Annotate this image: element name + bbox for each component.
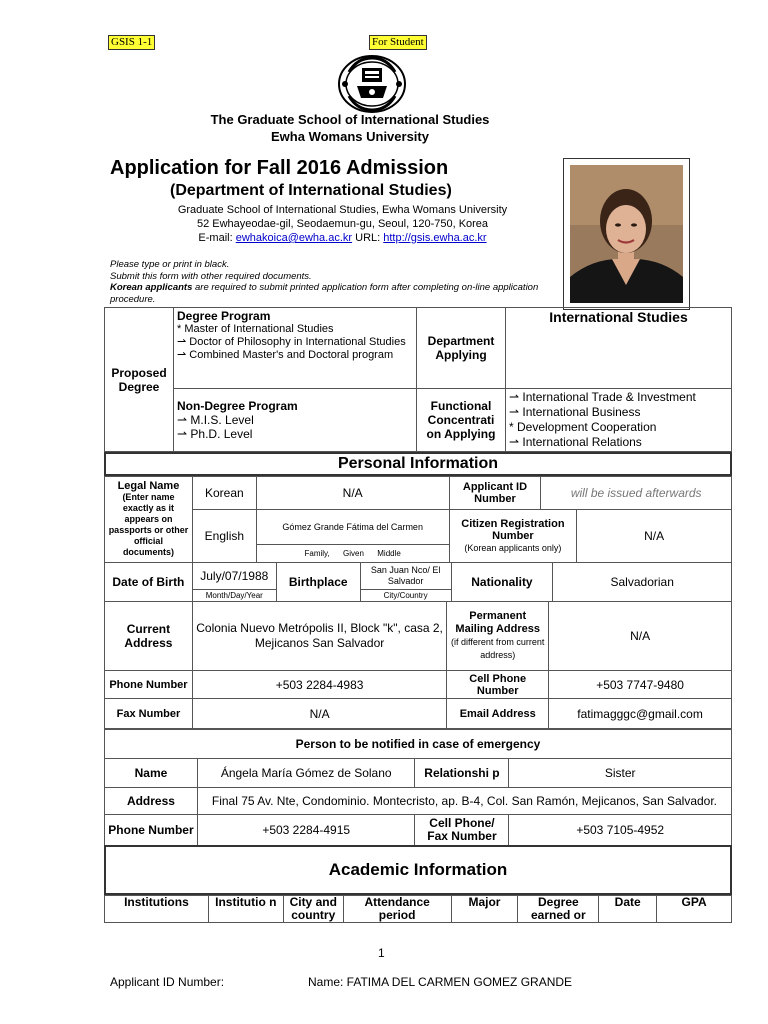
korean-name-label: Korean [192, 477, 256, 510]
emergency-phone-label: Phone Number [105, 815, 198, 846]
academic-table [104, 895, 732, 923]
emergency-cell-fax-label: Cell Phone/ Fax Number [415, 815, 509, 846]
page-number: 1 [378, 946, 385, 960]
url-link[interactable]: http://gsis.ewha.ac.kr [383, 232, 487, 244]
nationality-value[interactable]: Salvadorian [553, 563, 732, 602]
col-attendance-period: Attendance period [343, 896, 451, 923]
current-address-value[interactable]: Colonia Nuevo Metrópolis II, Block "k", casa 2, Mejicanos San Salvador [192, 602, 446, 671]
cell-phone-label: Cell Phone Number [447, 671, 549, 699]
url-label: URL: [355, 232, 381, 244]
personal-info-header [104, 452, 732, 476]
emergency-address-label: Address [105, 788, 198, 815]
korean-name-value[interactable]: N/A [256, 477, 449, 510]
school-name: The Graduate School of International Studies [210, 112, 490, 127]
phone-label: Phone Number [105, 671, 193, 699]
birthplace-label: Birthplace [276, 563, 360, 602]
birth-info-table [104, 562, 732, 602]
department-value: International Studies [506, 308, 732, 389]
emergency-cell-fax-value[interactable]: +503 7105-4952 [509, 815, 732, 846]
university-seal-logo [337, 54, 407, 114]
emergency-title: Person to be notified in case of emergency [105, 730, 732, 759]
option-doctor[interactable]: ⇀ Doctor of Philosophy in International Studies [177, 336, 406, 348]
permanent-address-label: Permanent Mailing Address [455, 610, 540, 635]
address-line-2: 52 Ewhayeodae-gil, Seodaemun-gu, Seoul, 120-750, Korea [196, 218, 489, 230]
citizen-registration-value[interactable]: N/A [577, 510, 732, 563]
instruction-1: Please type or print in black. [110, 259, 230, 270]
emergency-phone-value[interactable]: +503 2284-4915 [197, 815, 415, 846]
concentration-relations[interactable]: ⇀ International Relations [509, 435, 642, 449]
for-student-tag: For Student [369, 35, 427, 50]
contact-line [165, 231, 520, 245]
degree-table [104, 307, 732, 452]
academic-info-header [104, 845, 732, 895]
applicant-photo-image [564, 159, 689, 309]
concentration-development[interactable]: * Development Cooperation [509, 420, 657, 434]
email-label: E-mail: [198, 232, 233, 244]
col-institution: Institutio n [208, 896, 283, 923]
instruction-3 [110, 282, 560, 305]
emergency-table [104, 729, 732, 846]
dob-value[interactable]: July/07/1988 [192, 563, 276, 590]
personal-info-title: Personal Information [105, 453, 731, 475]
footer-applicant-id: Applicant ID Number: [110, 975, 225, 989]
dob-label: Date of Birth [105, 563, 193, 602]
department-applying-label: Department Applying [417, 308, 506, 389]
col-institutions: Institutions [105, 896, 209, 923]
dob-format-hint: Month/Day/Year [192, 590, 276, 602]
citizen-registration-label: Citizen Registration Number [461, 518, 565, 542]
birthplace-value[interactable]: San Juan Nco/ El Salvador [360, 563, 451, 590]
birthplace-format-hint: City/Country [360, 590, 451, 602]
page-subtitle: (Department of International Studies) [170, 182, 452, 199]
applicant-id-value: will be issued afterwards [541, 477, 732, 510]
col-degree-earned: Degree earned or [518, 896, 599, 923]
current-address-label: Current Address [105, 602, 193, 671]
english-name-label: English [192, 510, 256, 563]
name-order-hint: Family, Given Middle [256, 545, 449, 563]
english-name-value[interactable]: Gómez Grande Fátima del Carmen [256, 510, 449, 545]
nationality-label: Nationality [451, 563, 553, 602]
permanent-address-value[interactable]: N/A [549, 602, 732, 671]
emergency-address-value[interactable]: Final 75 Av. Nte, Condominio. Montecristo, ap. B-4, Col. San Ramón, Mejicanos, San Salvador. [197, 788, 731, 815]
academic-info-title: Academic Information [105, 846, 731, 894]
functional-concentration-label: Functional Concentrati on Applying [417, 389, 506, 452]
option-combined[interactable]: ⇀ Combined Master's and Doctoral program [177, 349, 394, 361]
permanent-address-note: (if different from current address) [451, 637, 545, 660]
col-city-country: City and country [283, 896, 343, 923]
col-gpa: GPA [657, 896, 732, 923]
emergency-relationship-value[interactable]: Sister [509, 759, 732, 788]
applicant-photo [563, 158, 690, 310]
instruction-3-text: are required to submit printed application form after completing on-line application procedure. [110, 282, 539, 305]
address-line-1: Graduate School of International Studies, Ewha Womans University [177, 204, 508, 216]
degree-program-label: Degree Program [177, 309, 271, 323]
footer-applicant-name: Name: FATIMA DEL CARMEN GOMEZ GRANDE [308, 975, 573, 989]
personal-info-table [104, 476, 732, 563]
non-degree-label: Non-Degree Program [177, 399, 298, 413]
cell-phone-value[interactable]: +503 7747-9480 [549, 671, 732, 699]
option-mis-level[interactable]: ⇀ M.I.S. Level [177, 413, 254, 427]
citizen-registration-note: (Korean applicants only) [464, 543, 562, 553]
form-code-tag: GSIS 1-1 [108, 35, 155, 50]
page-title: Application for Fall 2016 Admission [110, 157, 449, 179]
email-address-value[interactable]: fatimagggc@gmail.com [549, 699, 732, 729]
fax-label: Fax Number [105, 699, 193, 729]
emergency-name-label: Name [105, 759, 198, 788]
concentration-trade[interactable]: ⇀ International Trade & Investment [509, 390, 696, 404]
contact-info-table [104, 601, 732, 729]
emergency-name-value[interactable]: Ángela María Gómez de Solano [197, 759, 415, 788]
emergency-relationship-label: Relationshi p [415, 759, 509, 788]
option-phd-level[interactable]: ⇀ Ph.D. Level [177, 427, 253, 441]
col-date: Date [599, 896, 657, 923]
applicant-id-label: Applicant ID Number [449, 477, 541, 510]
korean-applicants-label: Korean applicants [110, 282, 193, 293]
email-address-label: Email Address [447, 699, 549, 729]
proposed-degree-label: Proposed Degree [105, 308, 174, 452]
col-major: Major [451, 896, 518, 923]
phone-value[interactable]: +503 2284-4983 [192, 671, 446, 699]
email-link[interactable]: ewhakoica@ewha.ac.kr [235, 232, 353, 244]
legal-name-note: (Enter name exactly as it appears on passports or other official documents) [108, 492, 189, 557]
concentration-business[interactable]: ⇀ International Business [509, 405, 641, 419]
instruction-2: Submit this form with other required documents. [110, 270, 312, 282]
fax-value[interactable]: N/A [192, 699, 446, 729]
university-name: Ewha Womans University [271, 129, 429, 144]
option-masters[interactable]: * Master of International Studies [177, 323, 334, 335]
legal-name-label: Legal Name [117, 480, 180, 492]
